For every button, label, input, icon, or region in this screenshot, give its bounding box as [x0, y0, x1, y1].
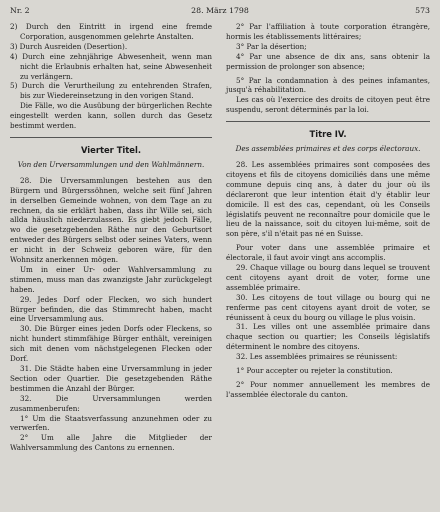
- de-article-32: 32. Die Urversammlungen werden zusammenberufen:: [10, 393, 212, 413]
- de-paragraph: Die Fälle, wo die Ausübung der bürgerlichen Rechte eingestellt werden kann, sollen durch das Gesetz bestimmt werden.: [10, 101, 212, 131]
- fr-item: 1° Pour accepter ou rejeter la constitution.: [236, 366, 393, 376]
- de-title: Vierter Titel.: [80, 144, 142, 155]
- fr-article-30: 30. Les citoyens de tout village ou bourg qui ne renferme pas cent citoyens ayant droit de voter, se réunissent à ceux du bourg ou village le plus voisin.: [226, 292, 430, 322]
- de-article-30: 30. Die Bürger eines jeden Dorfs oder Fleckens, so nicht hundert stimmfähige Bürger enthält, vereinigen sich mit denen vom nächstgelegenen Flecken oder Dorf.: [10, 324, 212, 364]
- fr-item-2: 2° Par l'affiliation à toute corporation étrangère, hormis les établissements littéraires;: [226, 22, 430, 41]
- divider: [10, 137, 212, 138]
- fr-article-28: 28. Les assemblées primaires sont composées des citoyens et fils de citoyens domiciliés dans une même commune depuis cinq ans, à dater du jour où ils déclareront que leur intention était d'y établir leur domicile. Il est des cas, cependant, où les Conseils législatifs peuvent ne reconnaître pour domicile que le lieu de la naissance, soit du citoyen lui-même, soit de son père, s'il n'était pas né en Suisse.: [226, 159, 430, 239]
- page-number: 573: [415, 6, 430, 15]
- de-subtitle: Von den Urversammlungen und den Wahlmännern.: [17, 159, 205, 169]
- de-item: 2° Um alle Jahre die Mitglieder der Wahlversammlung des Cantons zu ernennen.: [10, 433, 212, 453]
- de-article-28: 28. Die Urversammlungen bestehen aus den Bürgern und Bürgerssöhnen, welche seit fünf Jahren in derselben Gemeinde wohnen, von dem Tage an zu rechnen, da sie erklärt haben, dass ihr Wille sei, sich allda häuslich niederzulassen. Es giebt jedoch Fälle, wo die gesetzgebenden Räthe nur den Geburtsort entweder des Bürgers selbst oder seines Vaters, wenn er nicht in der Schweiz geboren wäre, für den Wohnsitz anerkennen mögen.: [10, 175, 212, 265]
- german-column: [10, 22, 212, 453]
- de-article-29: 29. Jedes Dorf oder Flecken, wo sich hundert Bürger befinden, die das Stimmrecht haben, macht eine Urversammlung aus.: [10, 294, 212, 324]
- fr-paragraph: Pour voter dans une assemblée primaire et électorale, il faut avoir vingt ans accomplis.: [226, 243, 430, 263]
- de-item-2: 2) Durch den Eintritt in irgend eine fremde Corporation, ausgenommen gelehrte Anstalten.: [10, 22, 212, 41]
- de-article-31: 31. Die Städte haben eine Urversammlung in jeder Section oder Quartier. Die gesetzgebenden Räthe bestimmen die Anzahl der Bürger.: [10, 364, 212, 393]
- fr-item: 2° Pour nommer annuellement les membres de l'assemblée électorale du canton.: [226, 380, 430, 399]
- de-item-5: 5) Durch die Verurtheilung zu entehrenden Strafen, bis zur Wiedereinsetzung in den vorigen Stand.: [10, 81, 212, 101]
- page-header: [10, 6, 430, 18]
- header-date: 28. März 1798: [191, 6, 249, 15]
- de-item-4: 4) Durch eine zehnjährige Abwesenheit, wenn man nicht die Erlaubnis erhalten hat, seine Abwesenheit zu verlängern.: [10, 51, 212, 81]
- fr-item-3: 3° Par la désertion;: [236, 41, 307, 51]
- de-item-3: 3) Durch Ausreiden (Desertion).: [10, 41, 128, 51]
- fr-article-29: 29. Chaque village ou bourg dans lequel se trouvent cent citoyens ayant droit de voter, forme une assemblée primaire.: [226, 263, 430, 292]
- de-paragraph: Um in einer Ur- oder Wahlversammlung zu stimmen, muss man das zwanzigste Jahr zurückgelegt haben.: [10, 264, 212, 294]
- divider: [226, 121, 430, 122]
- fr-item-5: 5° Par la condamnation à des peines infamantes, jusqu'à réhabilitation.: [226, 75, 430, 95]
- fr-paragraph: Les cas où l'exercice des droits de citoyen peut être suspendu, seront déterminés par la loi.: [226, 95, 430, 115]
- fr-article-32: 32. Les assemblées primaires se réunissent:: [236, 352, 398, 362]
- issue-number: Nr. 2: [10, 6, 30, 15]
- de-item: 1° Um die Staatsverfassung anzunehmen oder zu verwerfen.: [10, 413, 212, 433]
- french-column: [226, 22, 430, 400]
- fr-subtitle: Des assemblées primaires et des corps électoraux.: [235, 144, 421, 154]
- fr-item-4: 4° Par une absence de dix ans, sans obtenir la permission de prolonger son absence;: [226, 51, 430, 71]
- fr-title: Titre IV.: [309, 129, 347, 140]
- fr-article-31: 31. Les villes ont une assemblée primaire dans chaque section ou quartier; les Conseils législatifs déterminent le nombre des citoyens.: [226, 322, 430, 352]
